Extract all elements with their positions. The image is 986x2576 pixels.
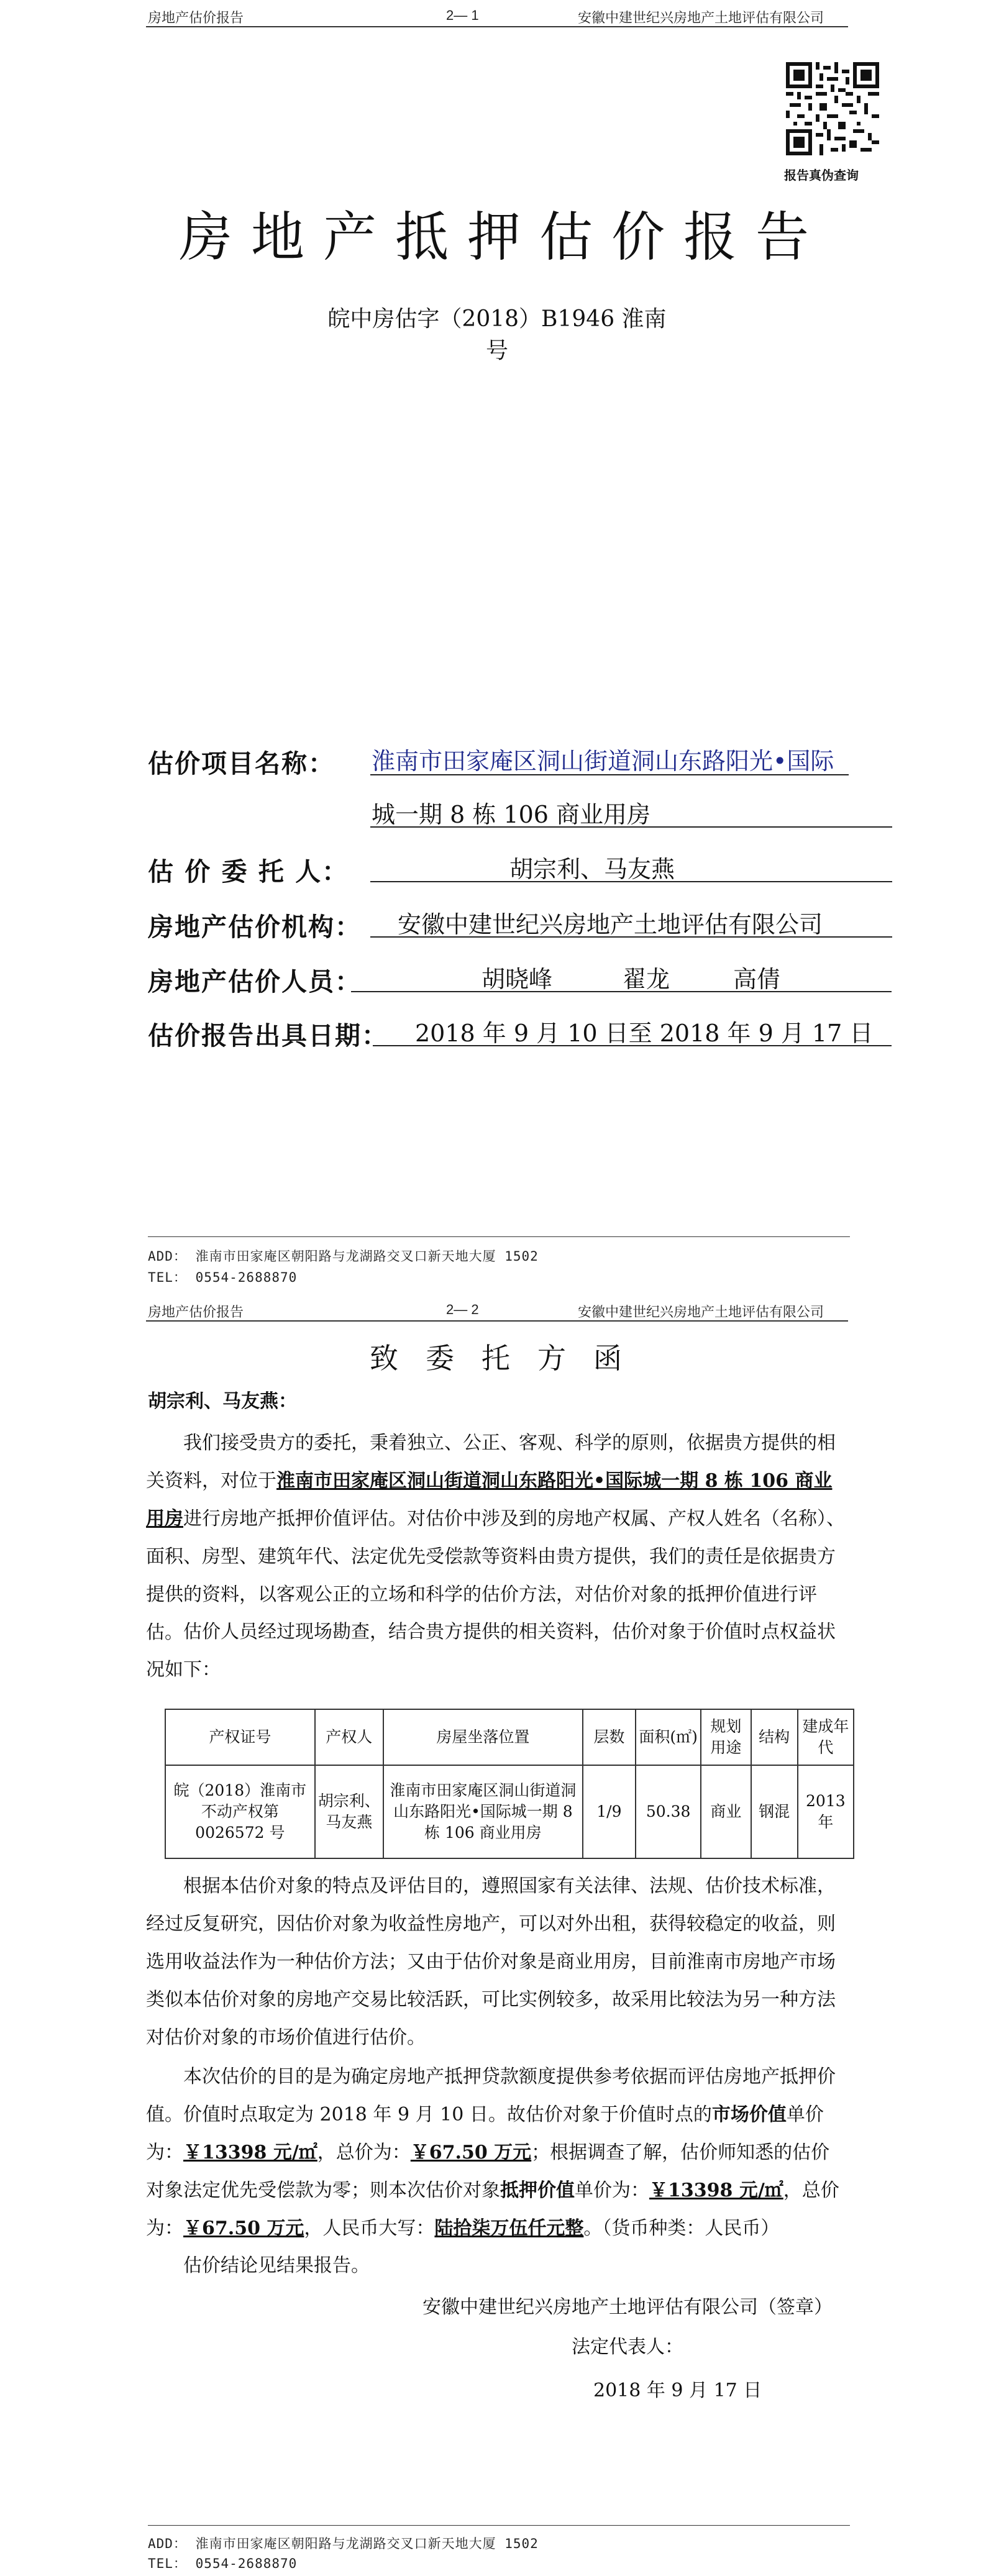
- agency-label: 房地产估价机构：: [148, 912, 362, 942]
- market-total-price: ￥67.50 万元: [410, 2142, 532, 2163]
- para4-text-b: 单价为：: [146, 2104, 824, 2163]
- salutation: 胡宗利、马友燕：: [148, 1391, 297, 1412]
- market-unit-price: ￥13398 元/㎡: [183, 2142, 317, 2163]
- td-owner: 胡宗利、马友燕: [315, 1765, 383, 1858]
- signature-company: 安徽中建世纪兴房地产土地评估有限公司（签章）: [422, 2296, 833, 2318]
- page1-header-page-number: 2— 1: [446, 7, 479, 23]
- para4-text-f: ，总价为：: [146, 2180, 839, 2239]
- qr-caption: 报告真伪查询: [784, 168, 859, 183]
- page2-footer-address: ADD： 淮南市田家庵区朝阳路与龙湖路交叉口新天地大厦 1502: [148, 2536, 539, 2551]
- td-location: 淮南市田家庵区洞山街道洞山东路阳光•国际城一期 8 栋 106 商业用房: [383, 1765, 583, 1858]
- th-cert-no: 产权证号: [165, 1709, 315, 1765]
- report-date-label: 估价报告出具日期：: [148, 1021, 388, 1051]
- page2-header-right: 安徽中建世纪兴房地产土地评估有限公司: [578, 1304, 824, 1320]
- para4-text-g: ，人民币大写：: [304, 2217, 435, 2239]
- client-label: 估 价 委 托 人：: [148, 857, 349, 887]
- report-number: 皖中房估字（2018）B1946 淮南号: [327, 306, 667, 363]
- para4-text-d: ；根据调查了解，估价师知悉的估价对象法定优先受偿款为零；则本次估价对象: [146, 2142, 830, 2201]
- appraiser-1: 胡晓峰: [482, 966, 553, 993]
- appraiser-2: 翟龙: [623, 966, 670, 993]
- mortgage-total-price: ￥67.50 万元: [183, 2217, 304, 2239]
- project-name-value-line1: 淮南市田家庵区洞山街道洞山东路阳光•国际: [372, 747, 834, 775]
- td-built-year: 2013 年: [798, 1765, 854, 1858]
- th-floors: 层数: [583, 1709, 636, 1765]
- agency-value: 安徽中建世纪兴房地产土地评估有限公司: [398, 911, 823, 938]
- page1-footer-address: ADD： 淮南市田家庵区朝阳路与龙湖路交叉口新天地大厦 1502: [148, 1249, 539, 1264]
- para4-text-e: 单价为：: [575, 2180, 649, 2201]
- signature-date: 2018 年 9 月 17 日: [593, 2380, 762, 2401]
- appraiser-3: 高倩: [733, 966, 781, 993]
- property-info-table: [165, 1709, 854, 1859]
- para1-property-address: 淮南市田家庵区洞山街道洞山东路阳光•国际城一期 8 栋 106 商业用房: [146, 1470, 833, 1530]
- th-built-year: 建成年代: [798, 1709, 854, 1765]
- project-name-label: 估价项目名称：: [148, 749, 335, 779]
- para1-text-c: 进行房地产抵押价值评估。对估价中涉及到的房地产权属、产权人姓名（名称）、面积、房型、建筑年代、法定优先受偿款等资料由贵方提供，我们的责任是依据贵方提供的资料，以客观公正的立场和科学的估价方法，对估价对象的抵押价值进行评估。: [146, 1508, 845, 1643]
- qr-code-icon: [786, 62, 879, 155]
- amount-in-words: 陆拾柒万伍仟元整: [434, 2217, 584, 2239]
- client-underline: [370, 881, 892, 882]
- td-area: 50.38: [636, 1765, 701, 1858]
- page1-footer-rule: [148, 1236, 850, 1237]
- appraisers-underline: [351, 991, 892, 992]
- page2-header-page-number: 2— 2: [446, 1302, 479, 1317]
- page2-footer-rule: [148, 2525, 850, 2526]
- client-value: 胡宗利、马友燕: [509, 856, 675, 883]
- th-usage: 规划用途: [701, 1709, 751, 1765]
- letter-title: 致委托方函: [370, 1341, 649, 1375]
- th-location: 房屋坐落位置: [383, 1709, 583, 1765]
- report-title: 房地产抵押估价报告: [179, 206, 828, 268]
- signature-representative: 法定代表人：: [572, 2336, 683, 2358]
- table-row: [165, 1765, 854, 1858]
- th-structure: 结构: [751, 1709, 798, 1765]
- page1-header-right: 安徽中建世纪兴房地产土地评估有限公司: [578, 10, 824, 25]
- paragraph-2: 估价人员经过现场勘查，结合贵方提供的相关资料，估价对象于价值时点权益状况如下：: [146, 1621, 836, 1681]
- paragraph-5: 估价结论见结果报告。: [183, 2255, 370, 2277]
- page2-header-rule: [146, 1320, 848, 1322]
- page1-footer-tel: TEL： 0554-2688870: [148, 1270, 298, 1285]
- page2-header-left: 房地产估价报告: [148, 1304, 244, 1320]
- td-usage: 商业: [701, 1765, 751, 1858]
- table-header-row: [165, 1709, 854, 1765]
- para4-text-a: 本次估价的目的是为确定房地产抵押贷款额度提供参考依据而评估房地产抵押价值。价值时点取定为 2018 年 9 月 10 日。故估价对象于价值时点的: [146, 2066, 836, 2126]
- report-date-underline: [373, 1045, 892, 1046]
- para1-text-a: 我们接受贵方的委托，秉着独立、公正、客观、科学的原则，依据贵方提供的相关资料，对位于: [146, 1432, 836, 1492]
- td-floors: 1/9: [583, 1765, 636, 1858]
- para4-text-c: ，总价为：: [317, 2142, 411, 2163]
- project-name-underline-2: [370, 826, 892, 828]
- td-structure: 钢混: [751, 1765, 798, 1858]
- market-value-label: 市场价值: [711, 2104, 787, 2126]
- th-area: 面积(㎡): [636, 1709, 701, 1765]
- paragraph-4: [146, 2058, 848, 2247]
- project-name-value-line2: 城一期 8 栋 106 商业用房: [372, 801, 651, 828]
- project-name-underline-1: [370, 774, 849, 775]
- report-date-value: 2018 年 9 月 10 日至 2018 年 9 月 17 日: [415, 1020, 874, 1047]
- mortgage-unit-price: ￥13398 元/㎡: [649, 2180, 783, 2201]
- paragraph-3: 根据本估价对象的特点及评估目的，遵照国家有关法律、法规、估价技术标准，经过反复研究，因估价对象为收益性房地产，可以对外出租，获得较稳定的收益，则选用收益法作为一种估价方法；又由于估价对象是商业用房，目前淮南市房地产市场类似本估价对象的房地产交易比较活跃，可比实例较多，故采用比较法为另一种方法对估价对象的市场价值进行估价。: [146, 1875, 836, 2048]
- page1-header-left: 房地产估价报告: [148, 10, 244, 25]
- th-owner: 产权人: [315, 1709, 383, 1765]
- agency-underline: [370, 936, 892, 938]
- mortgage-value-label: 抵押价值: [500, 2180, 575, 2201]
- page2-footer-tel: TEL： 0554-2688870: [148, 2556, 298, 2571]
- page1-header-rule: [146, 26, 848, 27]
- para4-text-h: 。（货币种类：人民币）: [583, 2217, 780, 2239]
- td-cert-no: 皖（2018）淮南市不动产权第0026572 号: [165, 1765, 315, 1858]
- appraisers-label: 房地产估价人员：: [148, 967, 362, 997]
